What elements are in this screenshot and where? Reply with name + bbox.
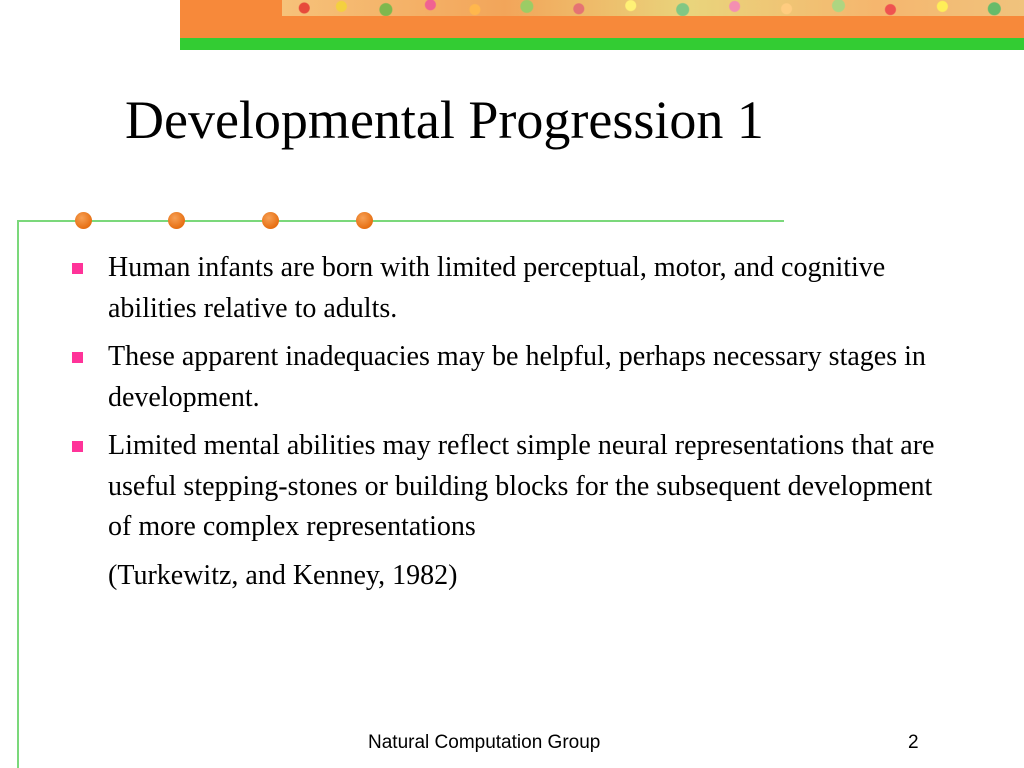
divider-dot [356, 212, 373, 229]
bullet-text: Limited mental abilities may reflect simple neural representations that are useful stepping-stones or building blocks for the subsequent development of more complex representations [108, 430, 935, 542]
slide-title: Developmental Progression 1 [125, 90, 764, 150]
bullet-list [70, 248, 950, 596]
square-bullet-icon [72, 263, 83, 274]
green-stripe [180, 38, 1024, 50]
divider-dot [262, 212, 279, 229]
square-bullet-icon [72, 352, 83, 363]
divider-dot [168, 212, 185, 229]
bullet-text: These apparent inadequacies may be helpful, perhaps necessary stages in development. [108, 341, 926, 413]
list-item [70, 337, 950, 418]
square-bullet-icon [72, 441, 83, 452]
flower-banner-image [282, 0, 1024, 16]
list-item [70, 248, 950, 329]
list-item [70, 426, 950, 548]
footer-group-name: Natural Computation Group [368, 732, 601, 753]
left-frame-line [17, 220, 19, 768]
bullet-text: Human infants are born with limited perceptual, motor, and cognitive abilities relative to adults. [108, 252, 886, 324]
citation: (Turkewitz, and Kenney, 1982) [108, 559, 458, 591]
divider-line [18, 220, 784, 222]
page-number: 2 [908, 732, 919, 753]
divider-dot [75, 212, 92, 229]
